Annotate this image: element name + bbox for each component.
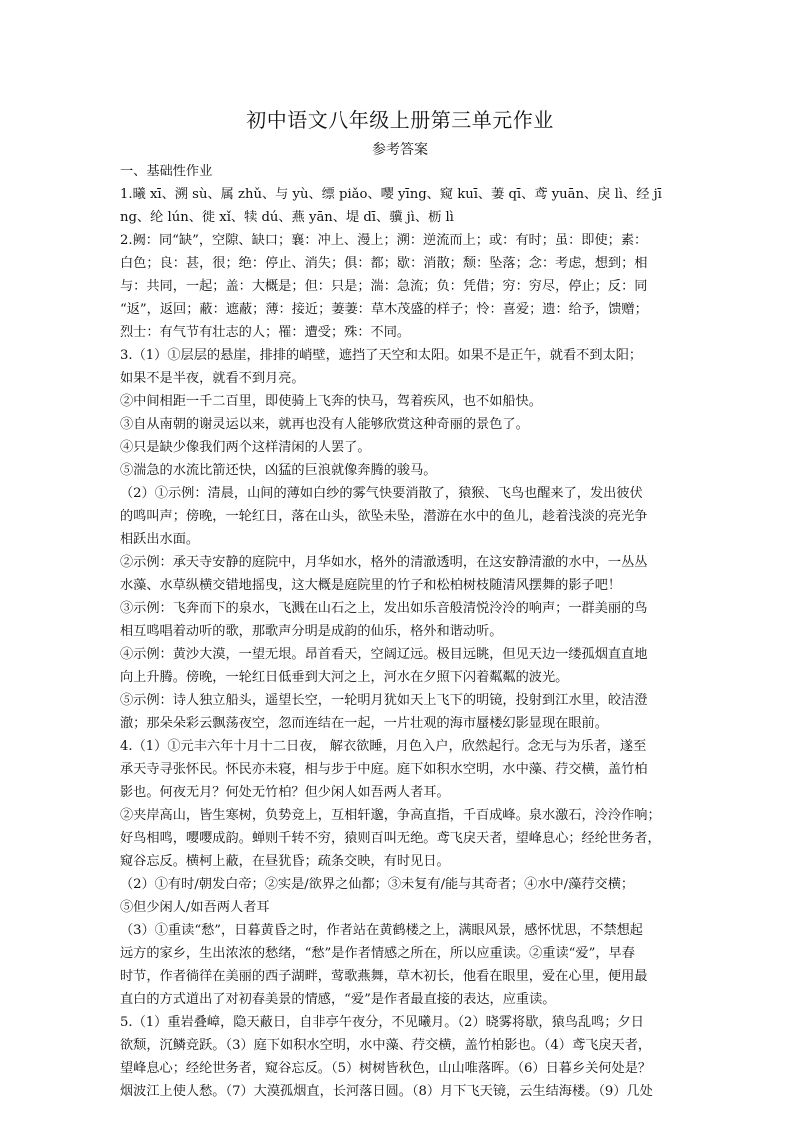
text-line: ②中间相距一千二百里，即使骑上飞奔的快马，驾着疾风，也不如船快。 xyxy=(120,394,542,409)
text-line: “返”，返回；蔽：遮蔽；薄：接近；萋萋：草木茂盛的样子；怜：喜爱；遗：给予，馈赠； xyxy=(120,302,648,317)
text-line: 好鸟相鸣，嘤嘤成韵。蝉则千转不穷，猿则百叫无绝。鸢飞戾天者，望峰息心；经纶世务者， xyxy=(120,831,661,846)
text-line: 相互鸣唱着动听的歌，那歌声分明是成韵的仙乐，格外和谐动听。 xyxy=(120,624,503,639)
text-line: 1.曦 xī、溯 sù、属 zhǔ、与 yù、缥 piǎo、嘤 yīng、窥 kuī、萋 qī、鸢 yuān、戾 lì、经 jī xyxy=(120,187,662,202)
text-line: 水藻、水草纵横交错地摇曳，这大概是庭院里的竹子和松柏树枝随清风摆舞的影子吧！ xyxy=(120,578,622,593)
text-line: 澈；那朵朵彩云飘荡夜空，忽而连结在一起，一片壮观的海市蜃楼幻影显现在眼前。 xyxy=(120,716,608,731)
document-subtitle: 参考答案 xyxy=(372,142,428,158)
text-line: 承天寺寻张怀民。怀民亦未寝，相与步于中庭。庭下如积水空明，水中藻、荇交横，盖竹柏 xyxy=(120,762,648,777)
text-line: 向上升腾。傍晚，一轮红日低垂到大河之上，河水在夕照下闪着粼粼的波光。 xyxy=(120,670,569,685)
text-line: 4.（1）①元丰六年十月十二日夜， 解衣欲睡，月色入户，欣然起行。念无与为乐者，遂至 xyxy=(120,739,647,754)
section-heading: 一、基础性作业 xyxy=(120,164,213,179)
text-line: 影也。何夜无月？何处无竹柏？但少闲人如吾两人者耳。 xyxy=(120,785,450,800)
text-line: 如果不是半夜，就看不到月亮。 xyxy=(120,371,305,386)
text-line: 相跃出水面。 xyxy=(120,532,200,547)
text-line: 直白的方式道出了对初春美景的情感，“爱”是作者最直接的表达，应重读。 xyxy=(120,992,556,1007)
text-line: 的鸣叫声；傍晚，一轮红日，落在山头，欲坠未坠，潜游在水中的鱼儿，趁着浅淡的亮光争 xyxy=(120,509,648,524)
text-line: ⑤但少闲人/如吾两人者耳 xyxy=(120,900,270,915)
text-line: 欲颓，沉鳞竞跃。（3）庭下如积水空明，水中藻、荇交横，盖竹柏影也。（4）鸢飞戾天者， xyxy=(120,1038,652,1053)
text-line: ⑤湍急的水流比箭还快，凶猛的巨浪就像奔腾的骏马。 xyxy=(120,463,437,478)
text-line: 烈士：有气节有壮志的人；罹：遭受；殊：不同。 xyxy=(120,325,411,340)
text-line: 与：共同，一起；盖：大概是；但：只是；湍：急流；负：凭借；穷：穷尽，停止；反：同 xyxy=(120,279,648,294)
text-line: ⑤示例：诗人独立船头，遥望长空，一轮明月犹如天上飞下的明镜，投射到江水里，皎洁澄 xyxy=(120,693,648,708)
text-line: （2）①有时/朝发白帝；②实是/欲界之仙都；③未复有/能与其奇者；④水中/藻荇交横； xyxy=(120,877,635,892)
text-line: ②夹岸高山，皆生寒树，负势竞上，互相轩邈，争高直指，千百成峰。泉水激石，泠泠作响； xyxy=(120,808,661,823)
document-title: 初中语文八年级上册第三单元作业 xyxy=(246,108,554,132)
text-line: （2）①示例：清晨，山间的薄如白纱的雾气快要消散了，猿猴、飞鸟也醒来了，发出彼伏 xyxy=(120,486,643,501)
text-line: ng、纶 lún、徙 xǐ、犊 dú、燕 yān、堤 dī、骥 jì、枥 lì xyxy=(120,210,454,225)
text-line: 时节，作者徜徉在美丽的西子湖畔，莺歌燕舞，草木初长，他看在眼里，爱在心里，便用最 xyxy=(120,969,648,984)
text-line: ④示例：黄沙大漠，一望无垠。昂首看天，空阔辽远。极目远眺，但见天边一缕孤烟直直地 xyxy=(120,647,648,662)
text-line: ②示例：承天寺安静的庭院中，月华如水，格外的清澈透明，在这安静清澈的水中，一丛丛 xyxy=(120,555,648,570)
text-line: 白色；良：甚，很；绝：停止、消失；俱：都；歇：消散；颓：坠落；念：考虑，想到；相 xyxy=(120,256,648,271)
text-line: 2.阙：同“缺”，空隙、缺口；襄：冲上、漫上；溯：逆流而上；或：有时；虽：即使；素： xyxy=(120,233,648,248)
text-line: ③示例：飞奔而下的泉水，飞溅在山石之上，发出如乐音般清悦泠泠的响声；一群美丽的鸟 xyxy=(120,601,648,616)
text-line: 远方的家乡，生出浓浓的愁绪，“愁”是作者情感之所在，所以应重读。②重读“爱”，早春 xyxy=(120,946,635,961)
text-line: 烟波江上使人愁。（7）大漠孤烟直，长河落日圆。（8）月下飞天镜，云生结海楼。（9）几处 xyxy=(120,1084,653,1099)
text-line: （3）①重读“愁”，日暮黄昏之时，作者站在黄鹤楼之上，满眼风景，感怀忧思，不禁想起 xyxy=(120,923,643,938)
text-line: ④只是缺少像我们两个这样清闲的人罢了。 xyxy=(120,440,371,455)
text-line: 窥谷忘反。横柯上蔽，在昼犹昏；疏条交映，有时见日。 xyxy=(120,854,450,869)
document-body xyxy=(120,160,685,1103)
text-line: 5.（1）重岩叠嶂，隐天蔽日，自非亭午夜分，不见曦月。（2）晓雾将歇，猿鸟乱鸣；夕日 xyxy=(120,1015,644,1030)
text-line: 望峰息心；经纶世务者，窥谷忘反。（5）树树皆秋色，山山唯落晖。（6）日暮乡关何处是？ xyxy=(120,1061,652,1076)
text-line: 3.（1）①层层的悬崖，排排的峭壁，遮挡了天空和太阳。如果不是正午，就看不到太阳； xyxy=(120,348,643,363)
text-line: ③自从南朝的谢灵运以来，就再也没有人能够欣赏这种奇丽的景色了。 xyxy=(120,417,529,432)
